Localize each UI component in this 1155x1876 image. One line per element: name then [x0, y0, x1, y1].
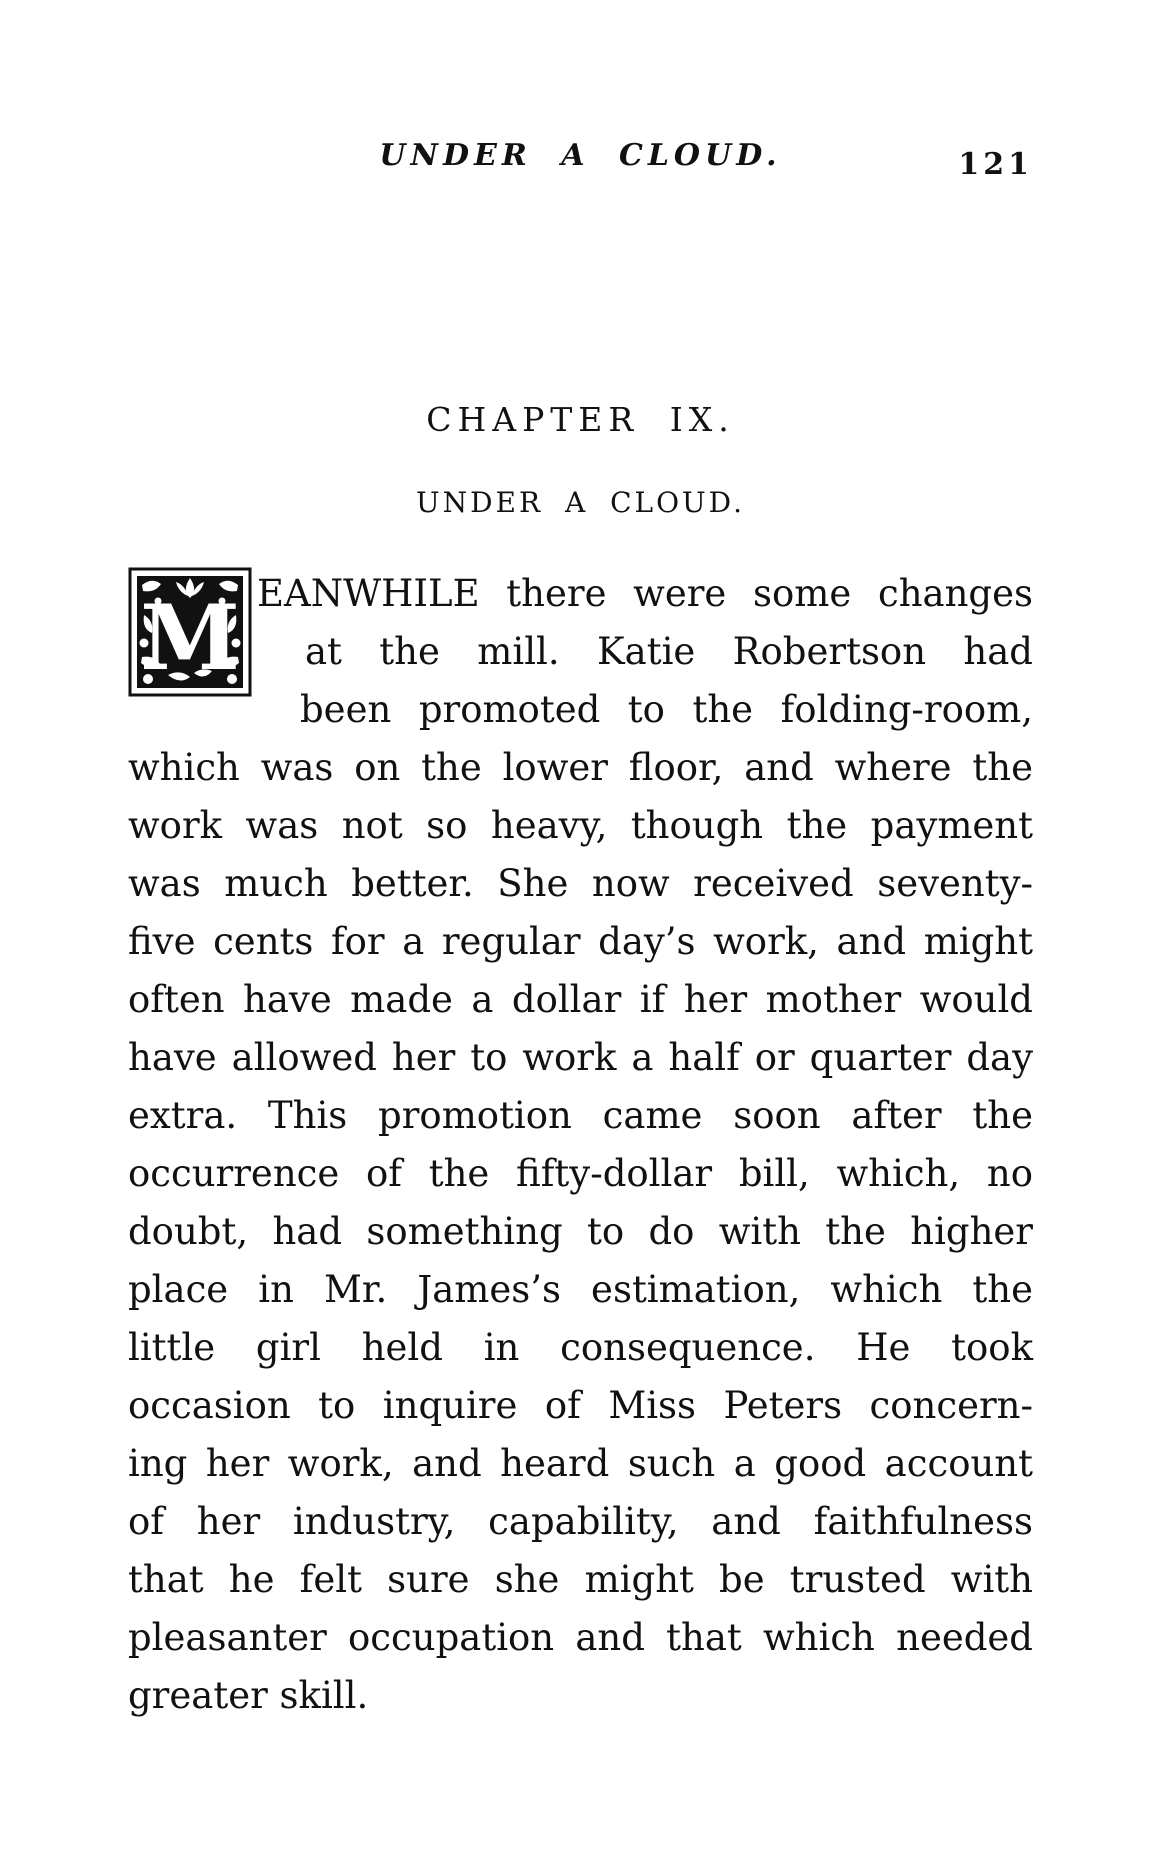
body-text-line: which was on the lower floor, and where the [128, 746, 1033, 789]
body-text-line: of her industry, capability, and faithfulness [128, 1500, 1033, 1543]
body-text-line: place in Mr. James’s estimation, which the [128, 1268, 1033, 1311]
body-text-line: at the mill. Katie Robertson had [305, 630, 1033, 673]
chapter-subtitle: UNDER A CLOUD. [415, 486, 745, 519]
running-title: UNDER A CLOUD. [379, 138, 782, 173]
page-number: 121 [958, 147, 1033, 182]
dropcap-letter: M [140, 585, 240, 691]
body-text-line: often have made a dollar if her mother would [128, 978, 1033, 1021]
body-text-line: occurrence of the fifty-dollar bill, which, no [128, 1152, 1033, 1195]
body-text-line: extra. This promotion came soon after the [128, 1094, 1033, 1137]
body-text-line: occasion to inquire of Miss Peters concern- [128, 1384, 1033, 1427]
body-text-line: ing her work, and heard such a good account [128, 1442, 1033, 1485]
ornamental-dropcap-m-icon [128, 567, 252, 697]
running-header [128, 138, 1033, 188]
body-lines [128, 565, 1033, 1725]
body-text-line: doubt, had something to do with the higher [128, 1210, 1033, 1253]
chapter-heading: CHAPTER IX. [426, 400, 735, 439]
body-text-line: greater skill. [128, 1674, 369, 1717]
body-text-line: have allowed her to work a half or quarter day [128, 1036, 1033, 1079]
body-text-line: five cents for a regular day’s work, and might [128, 920, 1033, 963]
body-text-line: been promoted to the folding-room, [300, 688, 1033, 731]
body-text-line: was much better. She now received seventy- [128, 862, 1033, 905]
body-text-line: work was not so heavy, though the payment [128, 804, 1033, 847]
body-text-line: EANWHILE there were some changes [257, 572, 1033, 615]
body-text-line: little girl held in consequence. He took [128, 1326, 1033, 1369]
body-text-line: that he felt sure she might be trusted with [128, 1558, 1033, 1601]
body-text-block [128, 565, 1033, 1725]
body-text-line: pleasanter occupation and that which needed [128, 1616, 1033, 1659]
